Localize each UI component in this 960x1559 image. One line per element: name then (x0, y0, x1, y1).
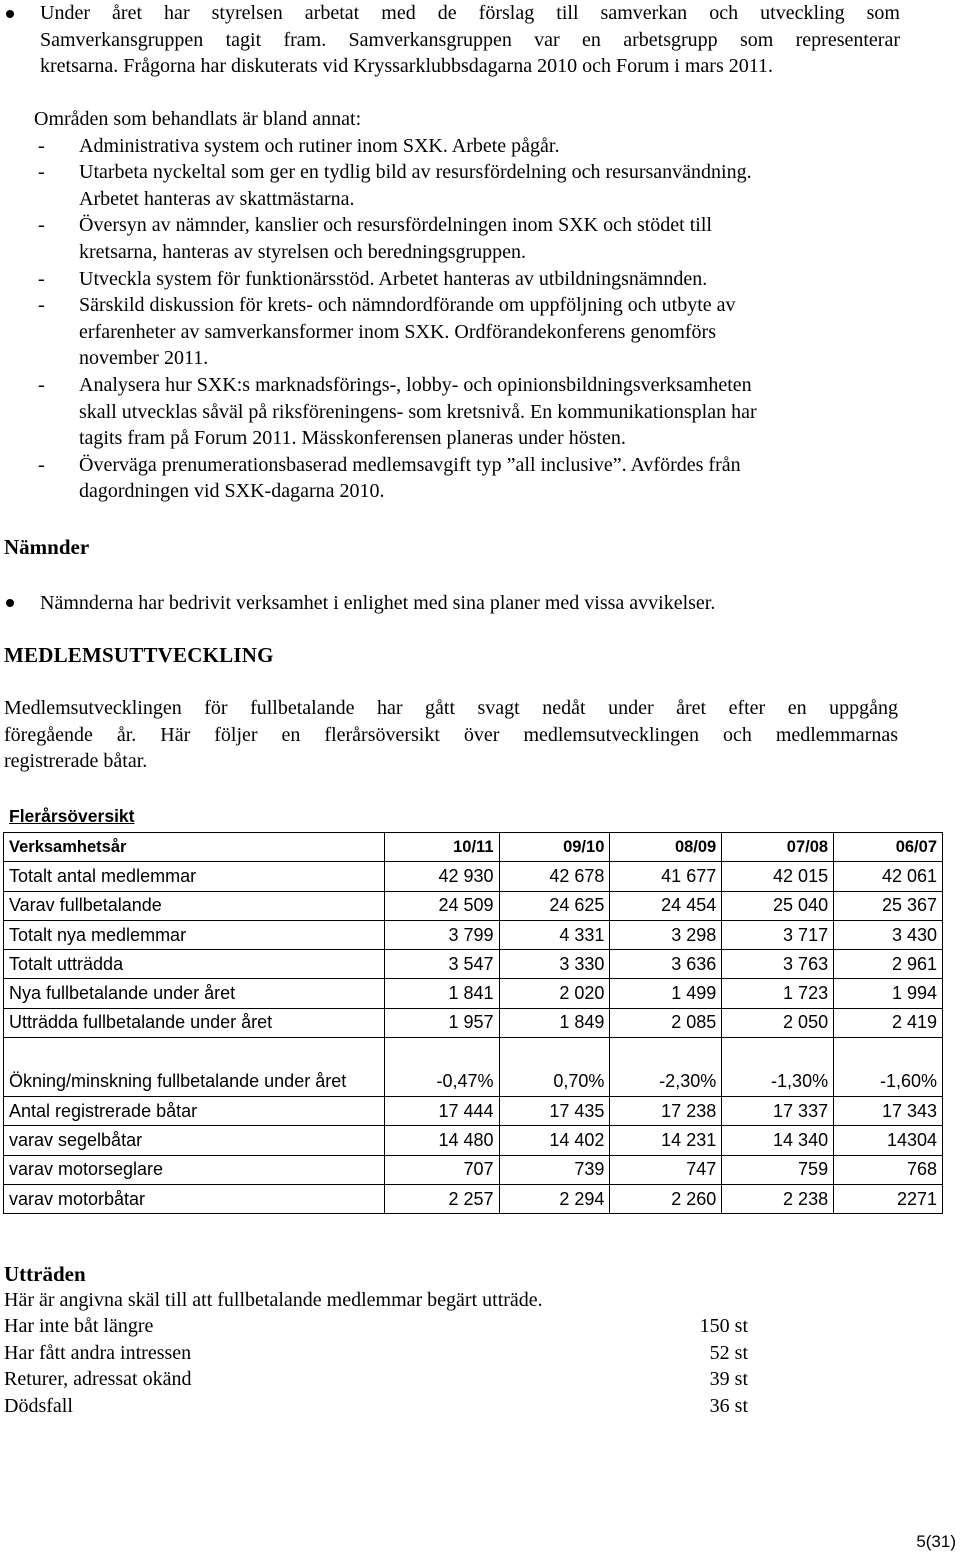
uttraden-reason: Returer, adressat okänd (4, 1368, 192, 1390)
table-cell: 17 435 (499, 1097, 610, 1126)
table-cell: 14 340 (722, 1126, 834, 1155)
areas-item-line: Överväga prenumerationsbaserad medlemsavgift typ ”all inclusive”. Avfördes från (79, 453, 741, 476)
table-cell: 739 (499, 1155, 610, 1184)
uttraden-count: 150 st (699, 1315, 748, 1337)
table-cell: 25 367 (834, 891, 943, 920)
table-cell: -0,47% (384, 1038, 499, 1097)
areas-item-line: erfarenheter av samverkansformer inom SXK. Ordförandekonferens genomförs (79, 320, 716, 343)
table-cell: 24 454 (610, 891, 722, 920)
table-row (4, 1155, 943, 1184)
areas-list-item (34, 212, 924, 265)
table-header-cell: 07/08 (722, 833, 834, 862)
table-cell: 17 337 (722, 1097, 834, 1126)
bullet-icon (6, 10, 14, 18)
table-cell: 3 763 (722, 950, 834, 979)
medlem-heading: MEDLEMSUTTVECKLING (4, 643, 274, 667)
areas-list-item (34, 266, 924, 293)
table-row-label: Totalt nya medlemmar (4, 920, 385, 949)
table-header-cell: Verksamhetsår (4, 833, 385, 862)
areas-item-line: Administrativa system och rutiner inom SXK. Arbete pågår. (79, 134, 560, 157)
table-body (4, 862, 943, 1214)
uttraden-intro: Här är angivna skäl till att fullbetalande medlemmar begärt utträde. (4, 1289, 543, 1311)
table-cell: 1 994 (834, 979, 943, 1008)
table-title: Flerårsöversikt (9, 806, 135, 826)
table-cell: 2 020 (499, 979, 610, 1008)
table-cell: 25 040 (722, 891, 834, 920)
dash-icon: - (38, 267, 45, 290)
table-row-label: Ökning/minskning fullbetalande under året (4, 1038, 385, 1097)
table-cell: 17 343 (834, 1097, 943, 1126)
dash-icon: - (38, 294, 45, 317)
table-cell: 2 419 (834, 1008, 943, 1037)
areas-item-line: Översyn av nämnder, kanslier och resursfördelningen inom SXK och stödet till (79, 214, 712, 237)
table-row (4, 950, 943, 979)
table-cell: 24 625 (499, 891, 610, 920)
table-cell: 759 (722, 1155, 834, 1184)
table-cell: 4 331 (499, 920, 610, 949)
uttraden-count: 36 st (709, 1395, 748, 1417)
table-row-label: varav motorseglare (4, 1155, 385, 1184)
areas-item-line: Utarbeta nyckeltal som ger en tydlig bild av resursfördelning och resursanvändning. (79, 161, 752, 184)
medlem-paragraph (4, 695, 898, 775)
table-cell: 1 723 (722, 979, 834, 1008)
table-cell: 2 260 (610, 1184, 722, 1213)
dash-icon: - (38, 373, 45, 396)
table-row-label: Utträdda fullbetalande under året (4, 1008, 385, 1037)
table-cell: 42 015 (722, 862, 834, 891)
table-cell: 747 (610, 1155, 722, 1184)
table-row (4, 979, 943, 1008)
areas-item-line: Analysera hur SXK:s marknadsförings-, lobby- och opinionsbildningsverksamheten (79, 373, 752, 396)
areas-section (34, 106, 924, 505)
table-cell: 24 509 (384, 891, 499, 920)
table-cell: 0,70% (499, 1038, 610, 1097)
table-cell: 3 717 (722, 920, 834, 949)
table-cell: 1 849 (499, 1008, 610, 1037)
areas-list-item (34, 372, 924, 452)
medlem-line: föregående år. Här följer en flerårsöversikt över medlemsutvecklingen och medlemmarnas (4, 723, 898, 746)
table-cell: 14 231 (610, 1126, 722, 1155)
namnder-bullet-text: Nämnderna har bedrivit verksamhet i enlighet med sina planer med vissa avvikelser. (40, 592, 716, 614)
page-number: 5(31) (916, 1532, 956, 1551)
table-cell: -1,30% (722, 1038, 834, 1097)
table-cell: 3 636 (610, 950, 722, 979)
table-cell: 42 061 (834, 862, 943, 891)
intro-line: Under året har styrelsen arbetat med de förslag till samverkan och utveckling som (40, 2, 900, 24)
table-header-cell: 06/07 (834, 833, 943, 862)
table-cell: 42 930 (384, 862, 499, 891)
table-cell: 42 678 (499, 862, 610, 891)
areas-item-line: dagordningen vid SXK-dagarna 2010. (79, 480, 385, 503)
table-cell: 768 (834, 1155, 943, 1184)
areas-item-line: kretsarna, hanteras av styrelsen och beredningsgruppen. (79, 240, 527, 263)
table-row-label: Varav fullbetalande (4, 891, 385, 920)
table-header-cell: 09/10 (499, 833, 610, 862)
areas-item-line: november 2011. (79, 347, 209, 370)
table-cell: 3 547 (384, 950, 499, 979)
table-cell: 3 330 (499, 950, 610, 979)
areas-list-item (34, 159, 924, 212)
table-cell: 2 961 (834, 950, 943, 979)
areas-item-line: Arbetet hanteras av skattmästarna. (79, 187, 355, 210)
areas-list (34, 133, 924, 505)
intro-paragraph (40, 0, 900, 80)
dash-icon: - (38, 161, 45, 184)
bullet-icon (6, 599, 14, 607)
areas-list-item (34, 133, 924, 160)
table-cell: 2 294 (499, 1184, 610, 1213)
areas-heading: Områden som behandlats är bland annat: (34, 108, 362, 130)
uttraden-reason: Har fått andra intressen (4, 1342, 192, 1364)
dash-icon: - (38, 453, 45, 476)
table-cell: 2271 (834, 1184, 943, 1213)
table-row-label: varav segelbåtar (4, 1126, 385, 1155)
intro-line: Samverkansgruppen tagit fram. Samverkansgruppen var en arbetsgrupp som representerar (40, 28, 900, 51)
areas-item-line: tagits fram på Forum 2011. Mässkonferensen planeras under hösten. (79, 427, 626, 450)
table-cell: -2,30% (610, 1038, 722, 1097)
table-cell: 1 841 (384, 979, 499, 1008)
medlem-line: registrerade båtar. (4, 750, 148, 773)
uttraden-heading: Utträden (4, 1262, 86, 1286)
table-cell: 3 430 (834, 920, 943, 949)
uttraden-reason: Har inte båt längre (4, 1315, 154, 1337)
table-row (4, 1184, 943, 1213)
areas-list-item (34, 292, 924, 372)
table-row (4, 862, 943, 891)
table-row (4, 920, 943, 949)
table-cell: 14 480 (384, 1126, 499, 1155)
table-cell: 2 050 (722, 1008, 834, 1037)
table-cell: 2 238 (722, 1184, 834, 1213)
table-row (4, 1038, 943, 1097)
table-cell: 1 499 (610, 979, 722, 1008)
table-cell: 707 (384, 1155, 499, 1184)
table-cell: 3 298 (610, 920, 722, 949)
table-cell: -1,60% (834, 1038, 943, 1097)
table-row (4, 1097, 943, 1126)
areas-item-line: Utveckla system för funktionärsstöd. Arbetet hanteras av utbildningsnämnden. (79, 267, 708, 290)
uttraden-count: 52 st (709, 1342, 748, 1364)
medlem-line: Medlemsutvecklingen för fullbetalande har gått svagt nedåt under året efter en uppgång (4, 697, 898, 719)
uttraden-count: 39 st (709, 1368, 748, 1390)
table-cell: 2 257 (384, 1184, 499, 1213)
table-row-label: varav motorbåtar (4, 1184, 385, 1213)
table-cell: 14 402 (499, 1126, 610, 1155)
namnder-heading: Nämnder (4, 535, 90, 559)
table-header-cell: 10/11 (384, 833, 499, 862)
dash-icon: - (38, 134, 45, 157)
table-cell: 2 085 (610, 1008, 722, 1037)
table-cell: 3 799 (384, 920, 499, 949)
table-row-label: Totalt utträdda (4, 950, 385, 979)
table-cell: 14304 (834, 1126, 943, 1155)
table-row (4, 1126, 943, 1155)
table-row-label: Antal registrerade båtar (4, 1097, 385, 1126)
table-cell: 1 957 (384, 1008, 499, 1037)
overview-table (3, 832, 943, 1214)
intro-line: kretsarna. Frågorna har diskuterats vid Kryssarklubbsdagarna 2010 och Forum i mars 2011. (40, 55, 773, 78)
table-row-label: Totalt antal medlemmar (4, 862, 385, 891)
table-cell: 17 238 (610, 1097, 722, 1126)
table-row (4, 891, 943, 920)
areas-item-line: Särskild diskussion för krets- och nämndordförande om uppföljning och utbyte av (79, 294, 736, 317)
table-header-cell: 08/09 (610, 833, 722, 862)
table-row-label: Nya fullbetalande under året (4, 979, 385, 1008)
areas-list-item (34, 452, 924, 505)
table-row (4, 1008, 943, 1037)
table-header-row (4, 833, 943, 862)
areas-item-line: skall utvecklas såväl på riksföreningens- som kretsnivå. En kommunikationsplan har (79, 400, 757, 423)
uttraden-reason: Dödsfall (4, 1395, 73, 1417)
dash-icon: - (38, 214, 45, 237)
table-cell: 41 677 (610, 862, 722, 891)
table-cell: 17 444 (384, 1097, 499, 1126)
